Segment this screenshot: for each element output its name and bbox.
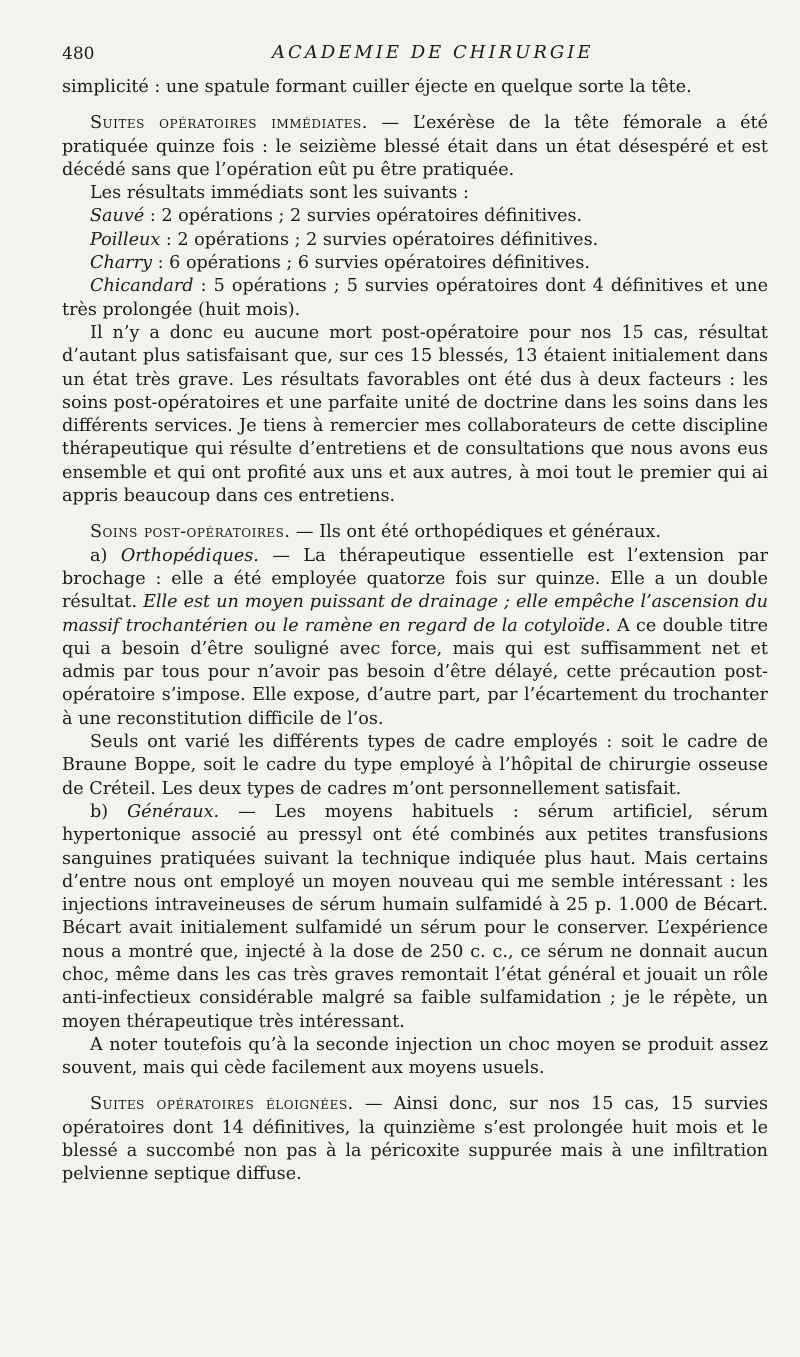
- surgeon-name: Charry: [90, 253, 153, 274]
- paragraph-resultats-intro: Les résultats immédiats sont les suivants :: [90, 183, 469, 204]
- paragraph-note: A noter toutefois qu’à la seconde injection un choc moyen se produit assez souvent, mais qui cède facilement aux moyens usuels.: [62, 1034, 768, 1079]
- paragraph-continuation: simplicité : une spatule formant cuiller éjecte en quelque sorte la tête.: [62, 77, 692, 97]
- paragraph-generaux: b) Généraux. — Les moyens habituels : sérum artificiel, sérum hypertonique associé au pressyl ont été combinés aux petites transfusions sanguines pratiquées suivant la technique indiquée plus haut. Mais certains d’entre nous ont employé un moyen nouveau qui me semble intéressant : les injections intraveineuses de sérum humain sulfamidé à 25 p. 1.000 de Bécart. Bécart avait initialement sulfamidé un sérum pour le conserver. L’expérience nous a montré que, injecté à la dose de 250 c. c., ce sérum ne donnait aucun choc, même dans les cas très graves remontait l’état général et jouait un rôle anti-infectieux considérable malgré sa faible sulfamidation ; je le répète, un moyen thérapeutique très intéressant.: [62, 801, 768, 1032]
- surgeon-name: Sauvé: [90, 206, 145, 227]
- result-line-sauve: Sauvé : 2 opérations ; 2 survies opératoires définitives.: [90, 206, 583, 227]
- running-title: ACADEMIE DE CHIRURGIE: [272, 42, 594, 63]
- paragraph-soins-post-operatoires: Soins post-opératoires. — Ils ont été orthopédiques et généraux.: [90, 522, 661, 543]
- subsection-label: Orthopédiques.: [120, 545, 259, 566]
- surgeon-name: Poilleux: [90, 229, 161, 250]
- page-number: 480: [62, 44, 95, 64]
- page-header: [62, 36, 768, 76]
- section-heading: Soins post-opératoires.: [90, 522, 291, 543]
- result-line-poilleux: Poilleux : 2 opérations ; 2 survies opératoires définitives.: [90, 229, 599, 250]
- section-heading: Suites opératoires immédiates.: [90, 113, 368, 134]
- paragraph-conclusion-immediate: Il n’y a donc eu aucune mort post-opératoire pour nos 15 cas, résultat d’autant plus satisfaisant que, sur ces 15 blessés, 13 étaient initialement dans un état très grave. Les résultats favorables ont été dus à deux facteurs : les soins post-opératoires et une parfaite unité de doctrine dans les soins dans les différents services. Je tiens à remercier mes collaborateurs de cette discipline thérapeutique qui résulte d’entretiens et de consultations que nous avons eus ensemble et qui ont profité aux uns et aux autres, à moi tout le premier qui ai appris beaucoup dans ces entretiens.: [62, 322, 768, 507]
- section-heading: Suites opératoires éloignées.: [90, 1094, 354, 1115]
- paragraph-cadres: Seuls ont varié les différents types de cadre employés : soit le cadre de Braune Boppe, soit le cadre du type employé à l’hôpital de chirurgie osseuse de Créteil. Les deux types de cadres m’ont personnellement satisfait.: [62, 732, 768, 799]
- result-line-chicandard: Chicandard : 5 opérations ; 5 survies opératoires dont 4 définitives et une très prolongée (huit mois).: [62, 276, 768, 320]
- paragraph-orthopediques: a) Orthopédiques. — La thérapeutique essentielle est l’extension par brochage : elle a été employée quatorze fois sur quinze. Elle a un double résultat. Elle est un moyen puissant de drainage ; elle empêche l’ascension du massif trochantérien ou le ramène en regard de la cotyloïde. A ce double titre qui a besoin d’être souligné avec force, mais qui est suffisamment net et admis par tous pour n’avoir pas besoin d’être délayé, cette précaution post-opératoire s’impose. Elle expose, d’autre part, par l’écartement du trochanter à une reconstitution difficile de l’os.: [62, 545, 768, 729]
- result-line-charry: Charry : 6 opérations ; 6 survies opératoires définitives.: [90, 253, 590, 274]
- surgeon-name: Chicandard: [90, 276, 194, 297]
- paragraph-suites-immediates: Suites opératoires immédiates. — L’exérèse de la tête fémorale a été pratiquée quinze fois : le seizième blessé était dans un état désespéré et est décédé sans que l’opération eût pu être pratiquée.: [62, 113, 768, 180]
- emphasis-text: Elle est un moyen puissant de drainage ; elle empêche l’ascension du massif trochantérien ou le ramène en regard de la cotyloïde.: [62, 592, 768, 636]
- paragraph-suites-eloignees: Suites opératoires éloignées. — Ainsi donc, sur nos 15 cas, 15 survies opératoires dont 14 définitives, la quinzième s’est prolongée huit mois et le blessé a succombé non pas à la péricoxite suppurée mais à une infiltration pelvienne septique diffuse.: [62, 1094, 768, 1185]
- subsection-label: Généraux.: [127, 801, 220, 822]
- body-text: [62, 76, 768, 1187]
- page: [62, 36, 768, 1187]
